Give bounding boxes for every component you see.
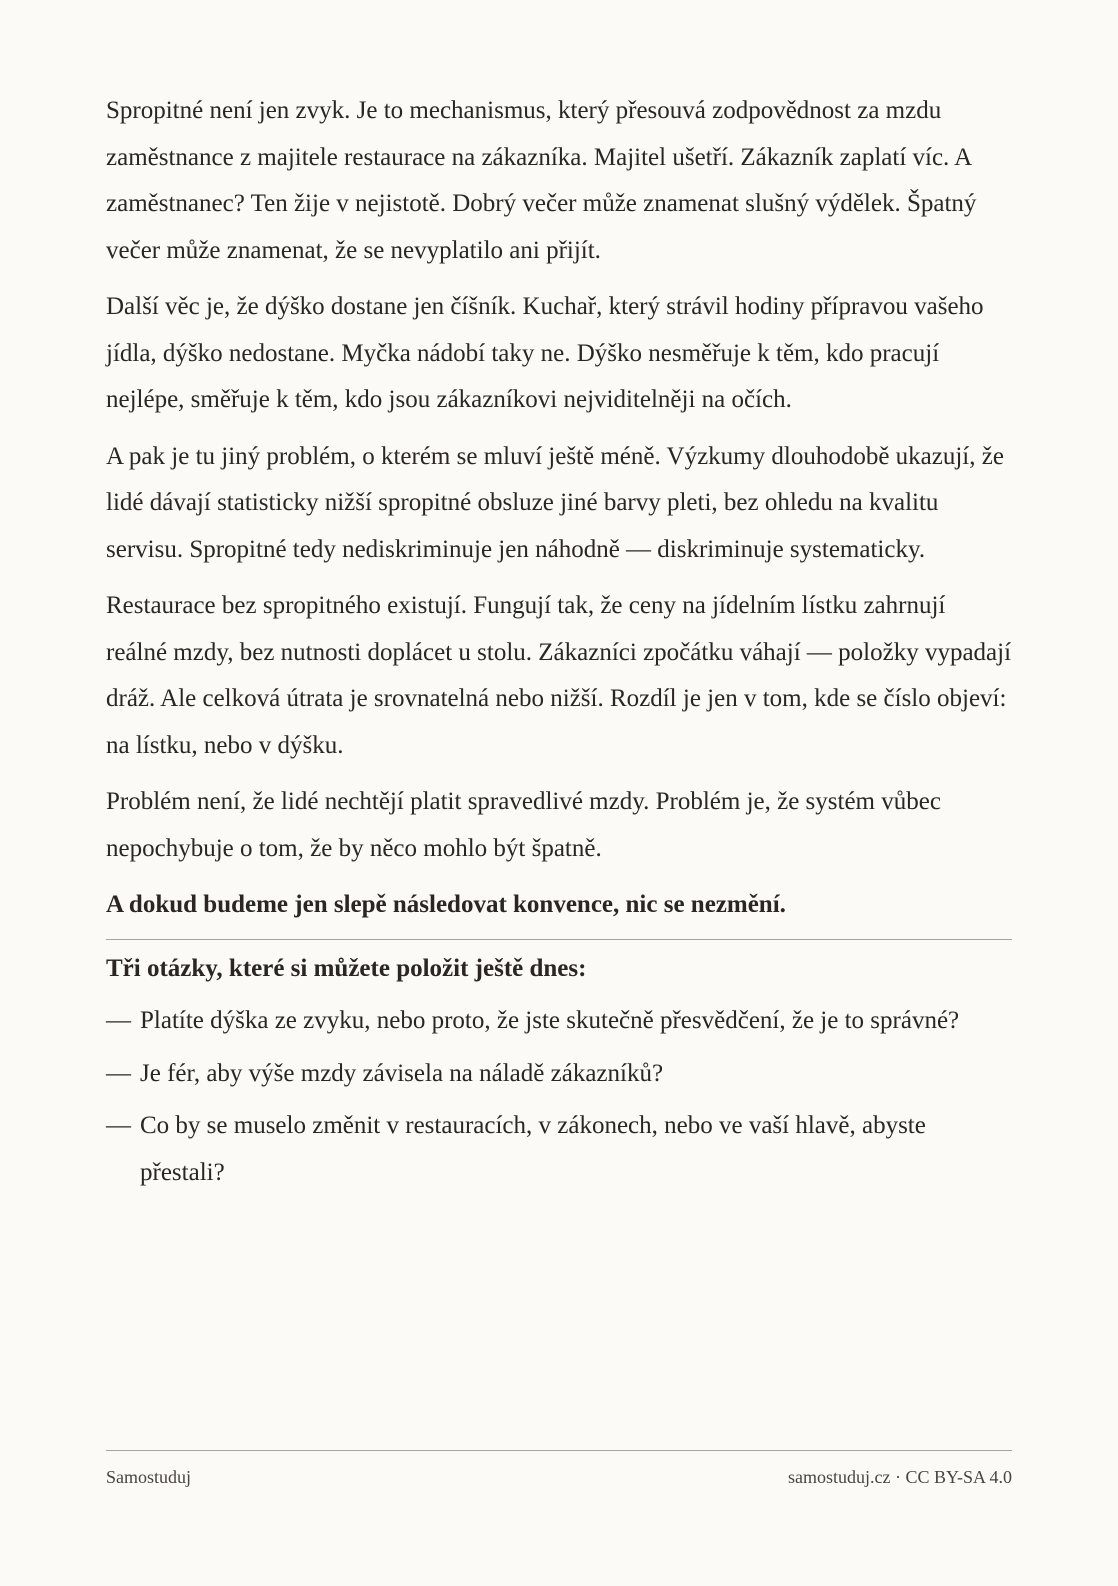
- paragraph-1: Spropitné není jen zvyk. Je to mechanismus, který přesouvá zodpovědnost za mzdu zaměstnance z majitele restaurace na zákazníka. Majitel ušetří. Zákazník zaplatí víc. A zaměstnanec? Ten žije v nejistotě. Dobrý večer může znamenat slušný výdělek. Špatný večer může znamenat, že se nevyplatilo ani přijít.: [106, 97, 977, 264]
- paragraph-3: A pak je tu jiný problém, o kterém se mluví ještě méně. Výzkumy dlouhodobě ukazují, že lidé dávají statisticky nižší spropitné obsluze jiné barvy pleti, bez ohledu na kvalitu servisu. Spropitné tedy nediskriminuje jen náhodně — diskriminuje systematicky.: [106, 442, 1004, 563]
- question-item: [106, 1103, 1012, 1196]
- paragraph-5: Problém není, že lidé nechtějí platit spravedlivé mzdy. Problém je, že systém vůbec nepochybuje o tom, že by něco mohlo být špatně.: [106, 788, 941, 862]
- em-dash-bullet: —: [106, 1059, 131, 1087]
- question-text: Platíte dýška ze zvyku, nebo proto, že jste skutečně přesvědčení, že je to správné?: [140, 1007, 960, 1034]
- section-divider: [106, 939, 1012, 940]
- page-footer: [106, 1450, 1012, 1488]
- question-item: [106, 998, 1012, 1045]
- questions-section: [106, 946, 1012, 1197]
- questions-heading: Tři otázky, které si můžete položit ještě dnes:: [106, 954, 587, 982]
- paragraph-4: Restaurace bez spropitného existují. Fungují tak, že ceny na jídelním lístku zahrnují reálné mzdy, bez nutnosti doplácet u stolu. Zákazníci zpočátku váhají — položky vypadají dráž. Ale celková útrata je srovnatelná nebo nižší. Rozdíl je jen v tom, kde se číslo objeví: na lístku, nebo v dýšku.: [106, 592, 1012, 759]
- em-dash-bullet: —: [106, 1112, 131, 1139]
- question-text: Co by se muselo změnit v restauracích, v zákonech, nebo ve vaší hlavě, abyste přestali?: [140, 1112, 926, 1186]
- article-body: [106, 88, 1012, 1202]
- question-item: [106, 1051, 1012, 1098]
- question-text: Je fér, aby výše mzdy závisela na náladě zákazníků?: [140, 1059, 664, 1087]
- footer-brand: Samostuduj: [106, 1467, 192, 1487]
- questions-list: [106, 998, 1012, 1196]
- footer-license: samostuduj.cz · CC BY-SA 4.0: [787, 1467, 1012, 1487]
- paragraph-2: Další věc je, že dýško dostane jen číšník. Kuchař, který strávil hodiny přípravou vašeho jídla, dýško nedostane. Myčka nádobí taky ne. Dýško nesměřuje k těm, kdo pracují nejlépe, směřuje k těm, kdo jsou zákazníkovi nejviditelněji na očích.: [106, 293, 984, 413]
- em-dash-bullet: —: [106, 1007, 131, 1034]
- conclusion-statement: A dokud budeme jen slepě následovat konvence, nic se nezmění.: [106, 891, 786, 918]
